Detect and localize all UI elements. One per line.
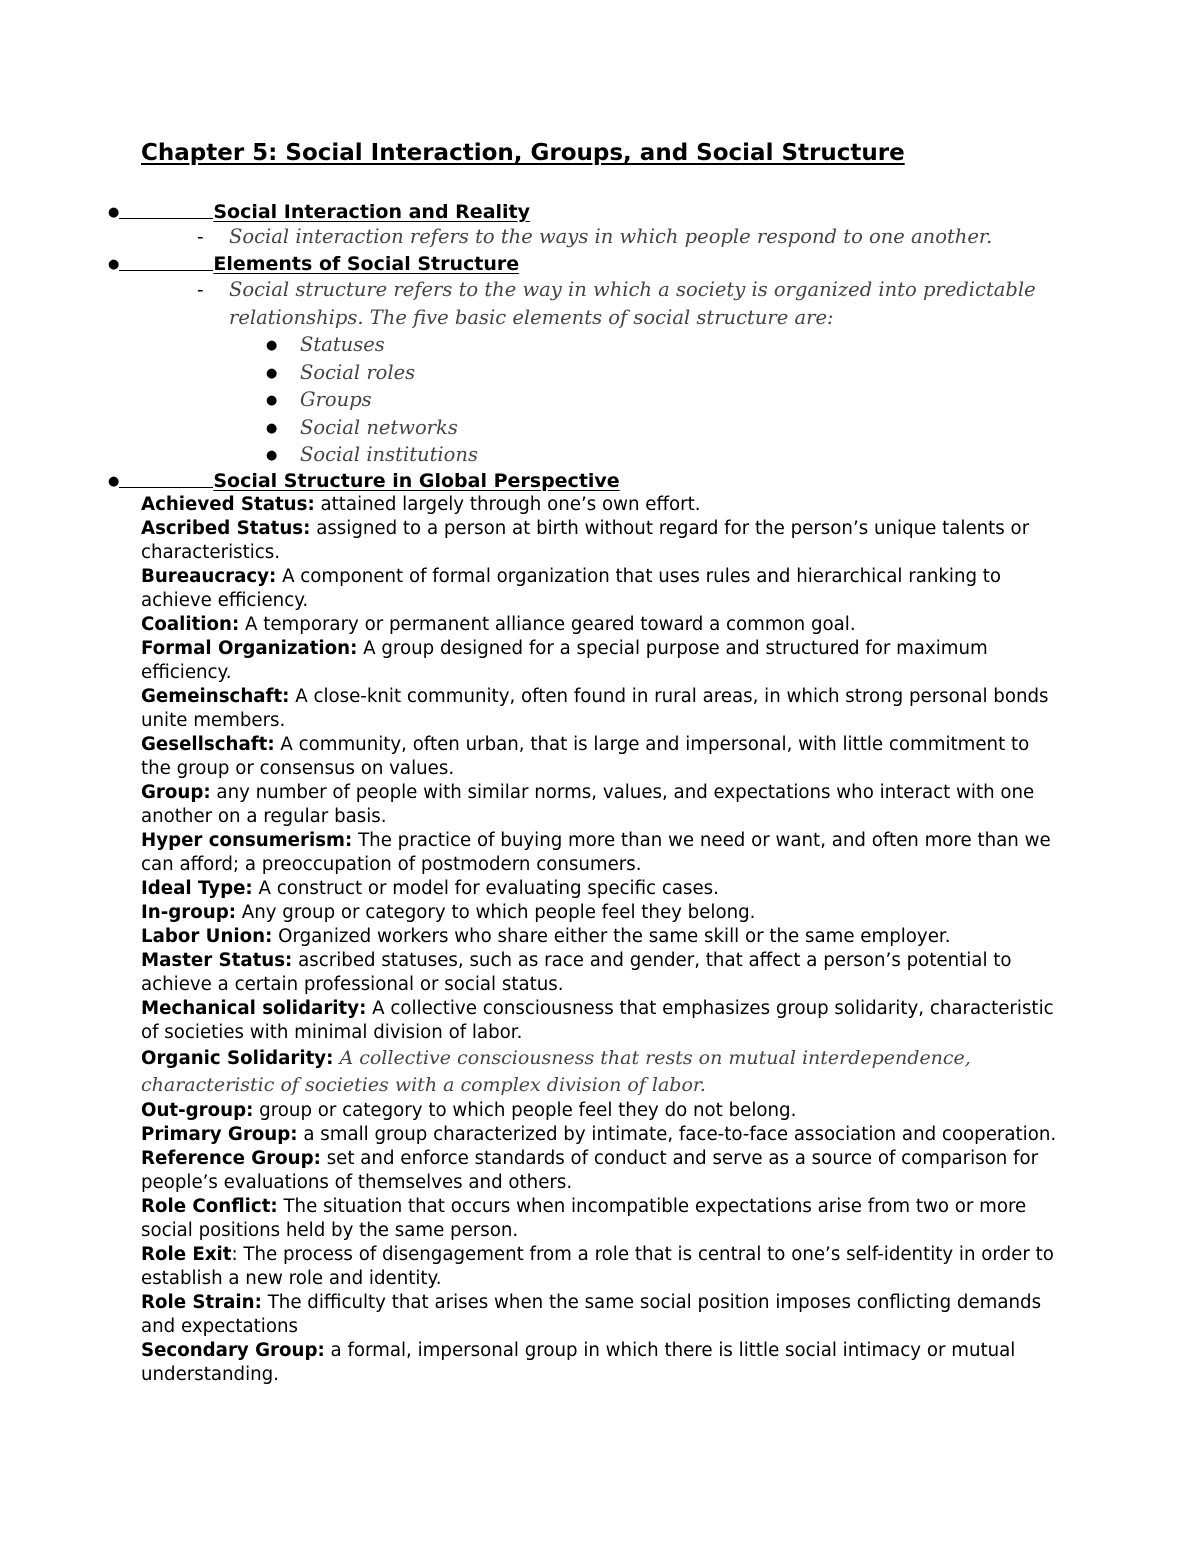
glossary-term: Ascribed Status: bbox=[141, 518, 311, 539]
glossary-entry bbox=[141, 517, 1061, 565]
glossary-entry bbox=[141, 565, 1061, 613]
bullet-icon: ● bbox=[266, 393, 278, 408]
section-label: Elements of Social Structure bbox=[213, 253, 520, 275]
glossary-definition: A construct or model for evaluating specific cases. bbox=[252, 878, 719, 899]
page-title: Chapter 5: Social Interaction, Groups, and Social Structure bbox=[141, 140, 905, 166]
glossary-entry bbox=[141, 1045, 1061, 1099]
glossary-entry bbox=[141, 493, 1061, 517]
glossary-entry bbox=[141, 685, 1061, 733]
glossary-term: Organic Solidarity: bbox=[141, 1048, 334, 1069]
section-label: Social Interaction and Reality bbox=[213, 201, 531, 223]
glossary-term: Coalition: bbox=[141, 614, 240, 635]
glossary-term: Role Conflict: bbox=[141, 1196, 278, 1217]
list-item: ● Social institutions bbox=[266, 441, 478, 469]
glossary-entry bbox=[141, 781, 1061, 829]
glossary-term: Mechanical solidarity: bbox=[141, 998, 367, 1019]
glossary-definition: ascribed statuses, such as race and gender, that affect a person’s potential to achieve a certain professional or social status. bbox=[141, 950, 1012, 995]
bullet-icon: ● bbox=[266, 338, 278, 353]
section-text-line: - Social interaction refers to the ways in which people respond to one another. bbox=[197, 223, 992, 251]
glossary-entry bbox=[141, 1339, 1061, 1387]
glossary-definition: Organized workers who share either the same skill or the same employer. bbox=[272, 926, 951, 947]
glossary-definition: any number of people with similar norms, values, and expectations who interact with one another on a regular basis. bbox=[141, 782, 1035, 827]
glossary-definition: A community, often urban, that is large and impersonal, with little commitment to the group or consensus on values. bbox=[141, 734, 1030, 779]
bullet-icon: ● bbox=[108, 205, 120, 220]
glossary-entry bbox=[141, 1147, 1061, 1195]
glossary-entry bbox=[141, 1291, 1061, 1339]
glossary-definition: A temporary or permanent alliance geared toward a common goal. bbox=[239, 614, 856, 635]
glossary-definition: assigned to a person at birth without regard for the person’s unique talents or characteristics. bbox=[141, 518, 1030, 563]
glossary-term: Labor Union: bbox=[141, 926, 273, 947]
glossary-entry bbox=[141, 1195, 1061, 1243]
glossary-definition: A close-knit community, often found in rural areas, in which strong personal bonds unite members. bbox=[141, 686, 1049, 731]
glossary-term: Ideal Type: bbox=[141, 878, 253, 899]
glossary-definition: group or category to which people feel they do not belong. bbox=[253, 1100, 797, 1121]
glossary-definition: set and enforce standards of conduct and serve as a source of comparison for people’s evaluations of themselves and others. bbox=[141, 1148, 1039, 1193]
glossary-entry bbox=[141, 637, 1061, 685]
tab-leader bbox=[119, 199, 213, 219]
bullet-icon: ● bbox=[266, 448, 278, 463]
glossary-entry bbox=[141, 613, 1061, 637]
section-label: Social Structure in Global Perspective bbox=[213, 470, 620, 492]
bullet-icon: ● bbox=[266, 366, 278, 381]
glossary-entry bbox=[141, 877, 1061, 901]
glossary-term: Group: bbox=[141, 782, 211, 803]
glossary-definition: A collective consciousness that rests on mutual interdependence, characteristic of societies with a complex division of labor. bbox=[141, 1047, 971, 1096]
list-item: ● Statuses bbox=[266, 331, 385, 359]
section-heading-elements bbox=[108, 251, 519, 277]
glossary-entry bbox=[141, 829, 1061, 877]
glossary-definition: A component of formal organization that uses rules and hierarchical ranking to achieve efficiency. bbox=[141, 566, 1002, 611]
section-heading-global bbox=[108, 468, 620, 494]
glossary-definition: a small group characterized by intimate, face-to-face association and cooperation. bbox=[297, 1124, 1057, 1145]
glossary-entry bbox=[141, 997, 1061, 1045]
glossary-term: Primary Group: bbox=[141, 1124, 298, 1145]
glossary-term: Gemeinschaft: bbox=[141, 686, 290, 707]
glossary-term: Role Strain: bbox=[141, 1292, 262, 1313]
dash-bullet-icon: - bbox=[197, 225, 204, 248]
glossary-definition: A collective consciousness that emphasizes group solidarity, characteristic of societies with minimal division of labor. bbox=[141, 998, 1054, 1043]
glossary-definition: Any group or category to which people feel they belong. bbox=[236, 902, 756, 923]
bullet-icon: ● bbox=[108, 474, 120, 489]
glossary-definition: : The process of disengagement from a role that is central to one’s self-identity in order to establish a new role and identity. bbox=[141, 1244, 1054, 1289]
glossary-term: In-group: bbox=[141, 902, 236, 923]
glossary-entry bbox=[141, 1123, 1061, 1147]
glossary-term: Hyper consumerism: bbox=[141, 830, 353, 851]
glossary-term: Secondary Group: bbox=[141, 1340, 325, 1361]
glossary-entry bbox=[141, 925, 1061, 949]
glossary-term: Formal Organization: bbox=[141, 638, 358, 659]
bullet-icon: ● bbox=[108, 257, 120, 272]
glossary-definition: The practice of buying more than we need or want, and often more than we can afford; a preoccupation of postmodern consumers. bbox=[141, 830, 1051, 875]
glossary-term: Bureaucracy: bbox=[141, 566, 277, 587]
glossary-entry bbox=[141, 1099, 1061, 1123]
glossary-term: Achieved Status: bbox=[141, 494, 315, 515]
glossary-list bbox=[141, 493, 1061, 1387]
glossary-definition: a formal, impersonal group in which there is little social intimacy or mutual understanding. bbox=[141, 1340, 1016, 1385]
glossary-entry bbox=[141, 1243, 1061, 1291]
section-text-line: - Social structure refers to the way in which a society is organized into predictable bbox=[197, 276, 1036, 304]
list-item: ● Social roles bbox=[266, 359, 415, 387]
glossary-term: Master Status: bbox=[141, 950, 293, 971]
glossary-term: Reference Group: bbox=[141, 1148, 321, 1169]
glossary-term: Out-group: bbox=[141, 1100, 254, 1121]
glossary-definition: The situation that occurs when incompatible expectations arise from two or more social positions held by the same person. bbox=[141, 1196, 1027, 1241]
list-item: ● Groups bbox=[266, 386, 372, 414]
glossary-definition: A group designed for a special purpose and structured for maximum efficiency. bbox=[141, 638, 988, 683]
section-text-line: relationships. The five basic elements of social structure are: bbox=[229, 306, 834, 329]
glossary-term: Role Exit bbox=[141, 1244, 232, 1265]
list-item: ● Social networks bbox=[266, 414, 458, 442]
glossary-definition: attained largely through one’s own effort. bbox=[314, 494, 701, 515]
glossary-definition: The difficulty that arises when the same social position imposes conflicting demands and expectations bbox=[141, 1292, 1042, 1337]
glossary-entry bbox=[141, 949, 1061, 997]
glossary-term: Gesellschaft: bbox=[141, 734, 275, 755]
section-heading-social-interaction bbox=[108, 199, 530, 225]
tab-leader bbox=[119, 251, 213, 271]
glossary-entry bbox=[141, 733, 1061, 781]
dash-bullet-icon: - bbox=[197, 278, 204, 301]
bullet-icon: ● bbox=[266, 421, 278, 436]
glossary-entry bbox=[141, 901, 1061, 925]
tab-leader bbox=[119, 468, 213, 488]
